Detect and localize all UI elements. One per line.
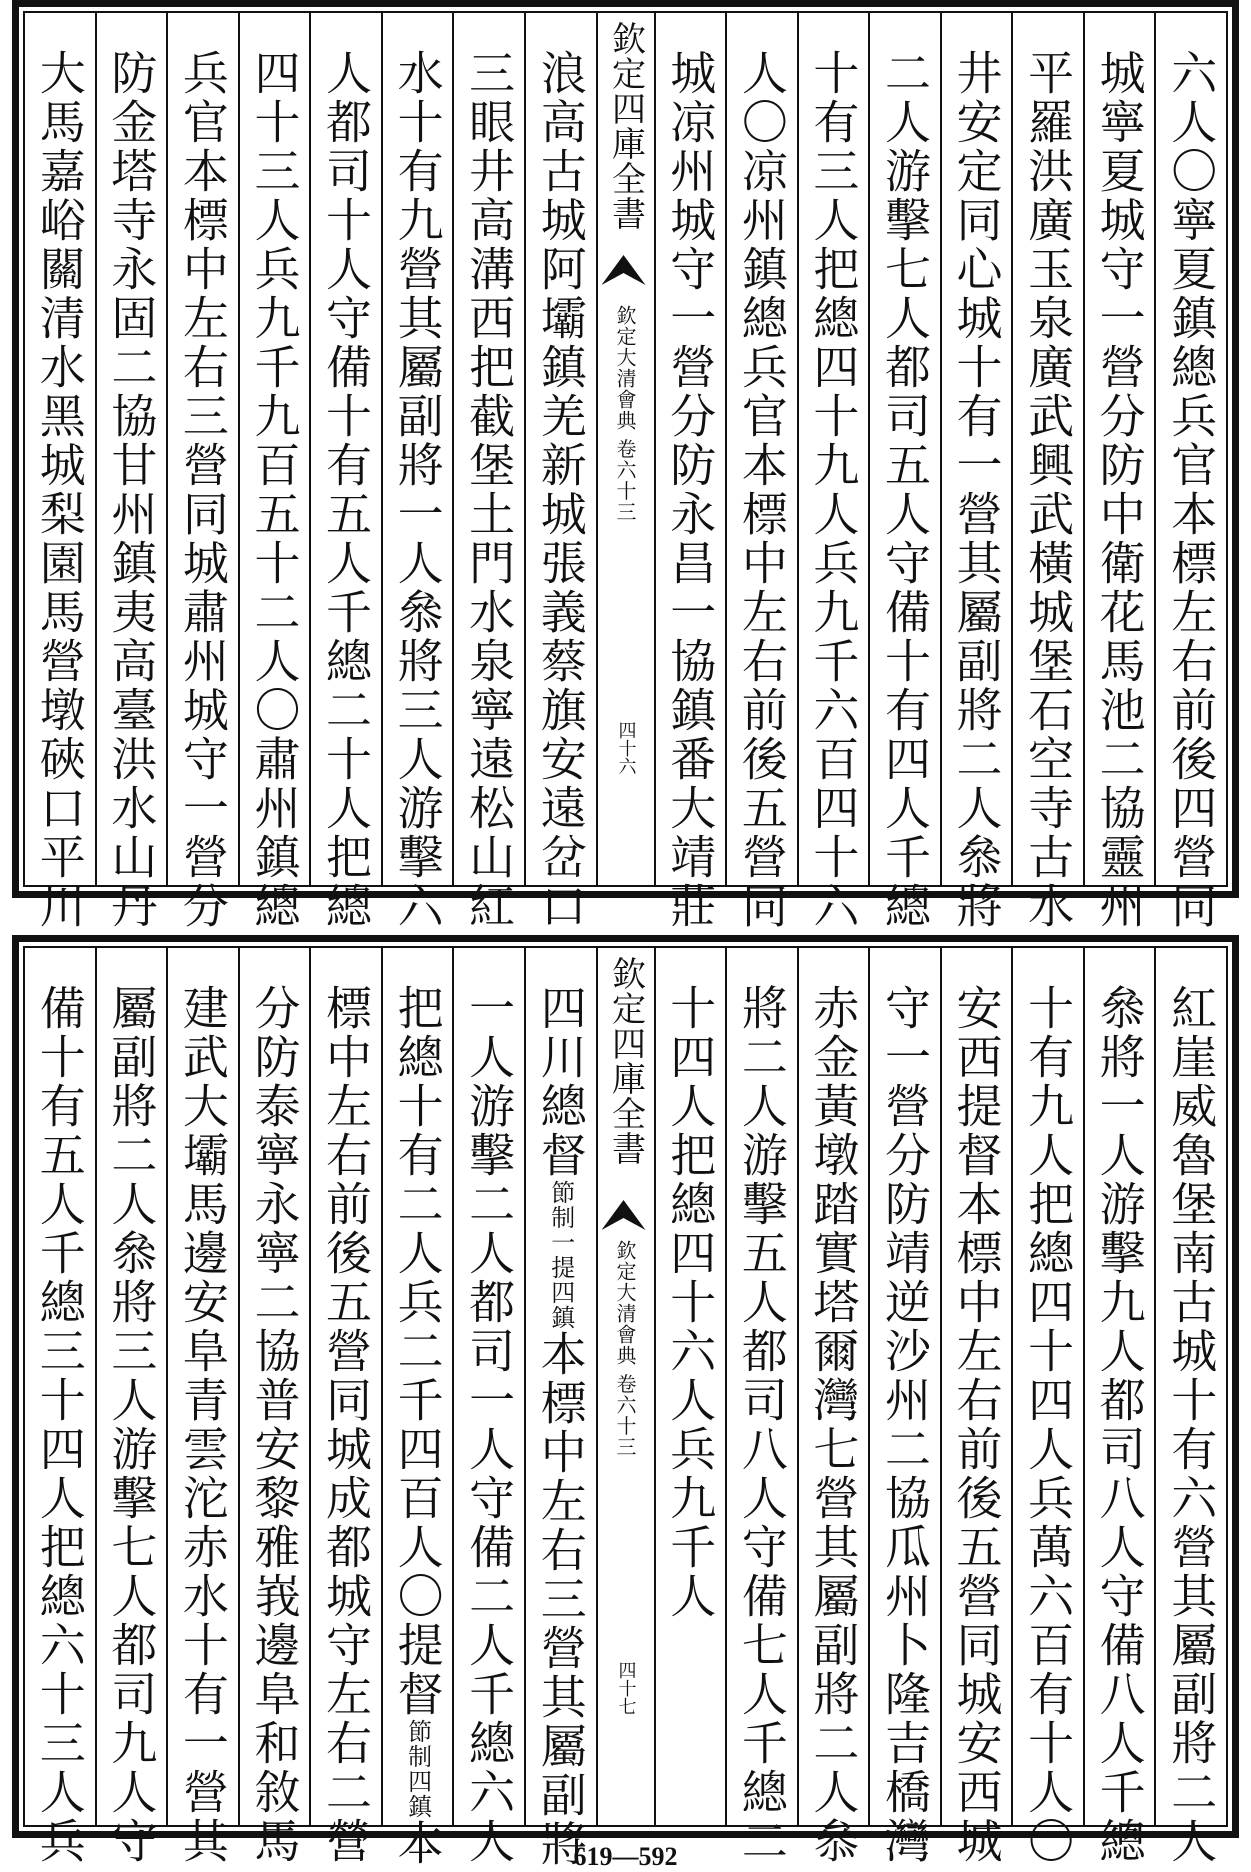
- main-text: 屬副將二人叅將三人游擊七人都司九人守: [104, 984, 159, 1866]
- main-text: 標中左右前後五營同城成都城守左右二營: [319, 984, 374, 1866]
- text-column: [381, 948, 453, 1868]
- volume-label: 欽定大清會典 卷六十三: [613, 305, 637, 523]
- interlinear-note: 節制一提四鎮: [546, 1180, 575, 1330]
- top-page-frame: [23, 11, 1228, 931]
- page-footer-number: 619—592: [573, 1842, 678, 1871]
- text-column: [166, 948, 238, 1866]
- book-title: 欽定四庫全書: [605, 956, 646, 1166]
- text-column: 十有九人把總四十四人兵萬六百有十人〇: [1011, 948, 1083, 1825]
- volume-label: 欽定大清會典 卷六十三: [613, 1240, 637, 1458]
- text-column: 叅將一人游擊九人都司八人守備八人千總: [1083, 948, 1155, 1825]
- fish-tail-mark: [602, 255, 646, 285]
- main-text: 本標中左右三營其屬副將: [533, 1330, 588, 1869]
- text-column: 六人〇寧夏鎮總兵官本標左右前後四營同: [1154, 13, 1226, 885]
- text-column: [524, 948, 596, 1869]
- text-column: 城凉州城守一營分防永昌一協鎮番大靖莊: [654, 13, 726, 885]
- text-column: [452, 948, 524, 1866]
- text-column: 將二人游擊五人都司八人守備七人千總二: [725, 948, 797, 1825]
- leaf-number: 四十六: [615, 721, 637, 775]
- main-text: 四川總督: [533, 984, 588, 1180]
- main-text: 分防泰寧永寧二協普安黎雅峩邊阜和敘馬: [247, 984, 302, 1866]
- main-text: 一人游擊二人都司一人守備二人千總六人: [462, 984, 517, 1866]
- text-column: 十有三人把總四十九人兵九千六百四十六: [797, 13, 869, 885]
- text-column: 人〇凉州鎮總兵官本標中左右前後五營同: [725, 13, 797, 885]
- text-column: [238, 948, 310, 1866]
- book-title: 欽定四庫全書: [605, 21, 646, 231]
- fish-tail-mark: [602, 1200, 646, 1230]
- text-column: 水十有九營其屬副將一人叅將三人游擊六: [381, 13, 453, 885]
- text-column: [309, 948, 381, 1866]
- text-column: 十四人把總四十六人兵九千人: [654, 948, 726, 1825]
- text-column: [95, 948, 167, 1866]
- text-column: 三眼井高溝西把截堡土門水泉寧遠松山紅: [452, 13, 524, 885]
- top-page: [12, 0, 1239, 931]
- text-column: 紅崖威魯堡南古城十有六營其屬副將二人: [1154, 948, 1226, 1825]
- text-column: 防金塔寺永固二協甘州鎮夷高臺洪水山丹: [95, 13, 167, 885]
- interlinear-note: 節制四鎮: [403, 1719, 432, 1819]
- center-fold: [596, 13, 654, 885]
- text-column: 四十三人兵九千九百五十二人〇肅州鎮總: [238, 13, 310, 885]
- text-column: 兵官本標中左右三營同城肅州城守一營分: [166, 13, 238, 885]
- text-column: 浪高古城阿壩鎮羌新城張義蔡旗安遠岔口: [524, 13, 596, 885]
- text-column: 二人游擊七人都司五人守備十有四人千總: [868, 13, 940, 885]
- main-text: 建武大壩馬邊安阜青雲沱赤水十有一營其: [175, 984, 230, 1866]
- text-column: 人都司十人守備十有五人千總二十人把總: [309, 13, 381, 885]
- center-fold: [596, 948, 654, 1825]
- main-text: 把總十有二人兵二千四百人〇提督: [390, 984, 445, 1719]
- text-column: 平羅洪廣玉泉廣武興武橫城堡石空寺古水: [1011, 13, 1083, 885]
- main-text: 本: [390, 1819, 445, 1868]
- text-column: 城寧夏城守一營分防中衛花馬池二協靈州: [1083, 13, 1155, 885]
- leaf-number: 四十七: [615, 1661, 637, 1715]
- text-column: [25, 948, 95, 1866]
- text-column: 井安定同心城十有一營其屬副將二人叅將: [940, 13, 1012, 885]
- text-column: 守一營分防靖逆沙州二協瓜州卜隆吉橋灣: [868, 948, 940, 1825]
- text-column: 赤金黃墩踏實塔爾灣七營其屬副將二人叅: [797, 948, 869, 1825]
- text-column: 大馬嘉峪關清水黑城梨園馬營墩硤口平川: [32, 49, 87, 931]
- text-column: 安西提督本標中左右前後五營同城安西城: [940, 948, 1012, 1825]
- main-text: 備十有五人千總三十四人把總六十三人兵: [32, 984, 87, 1866]
